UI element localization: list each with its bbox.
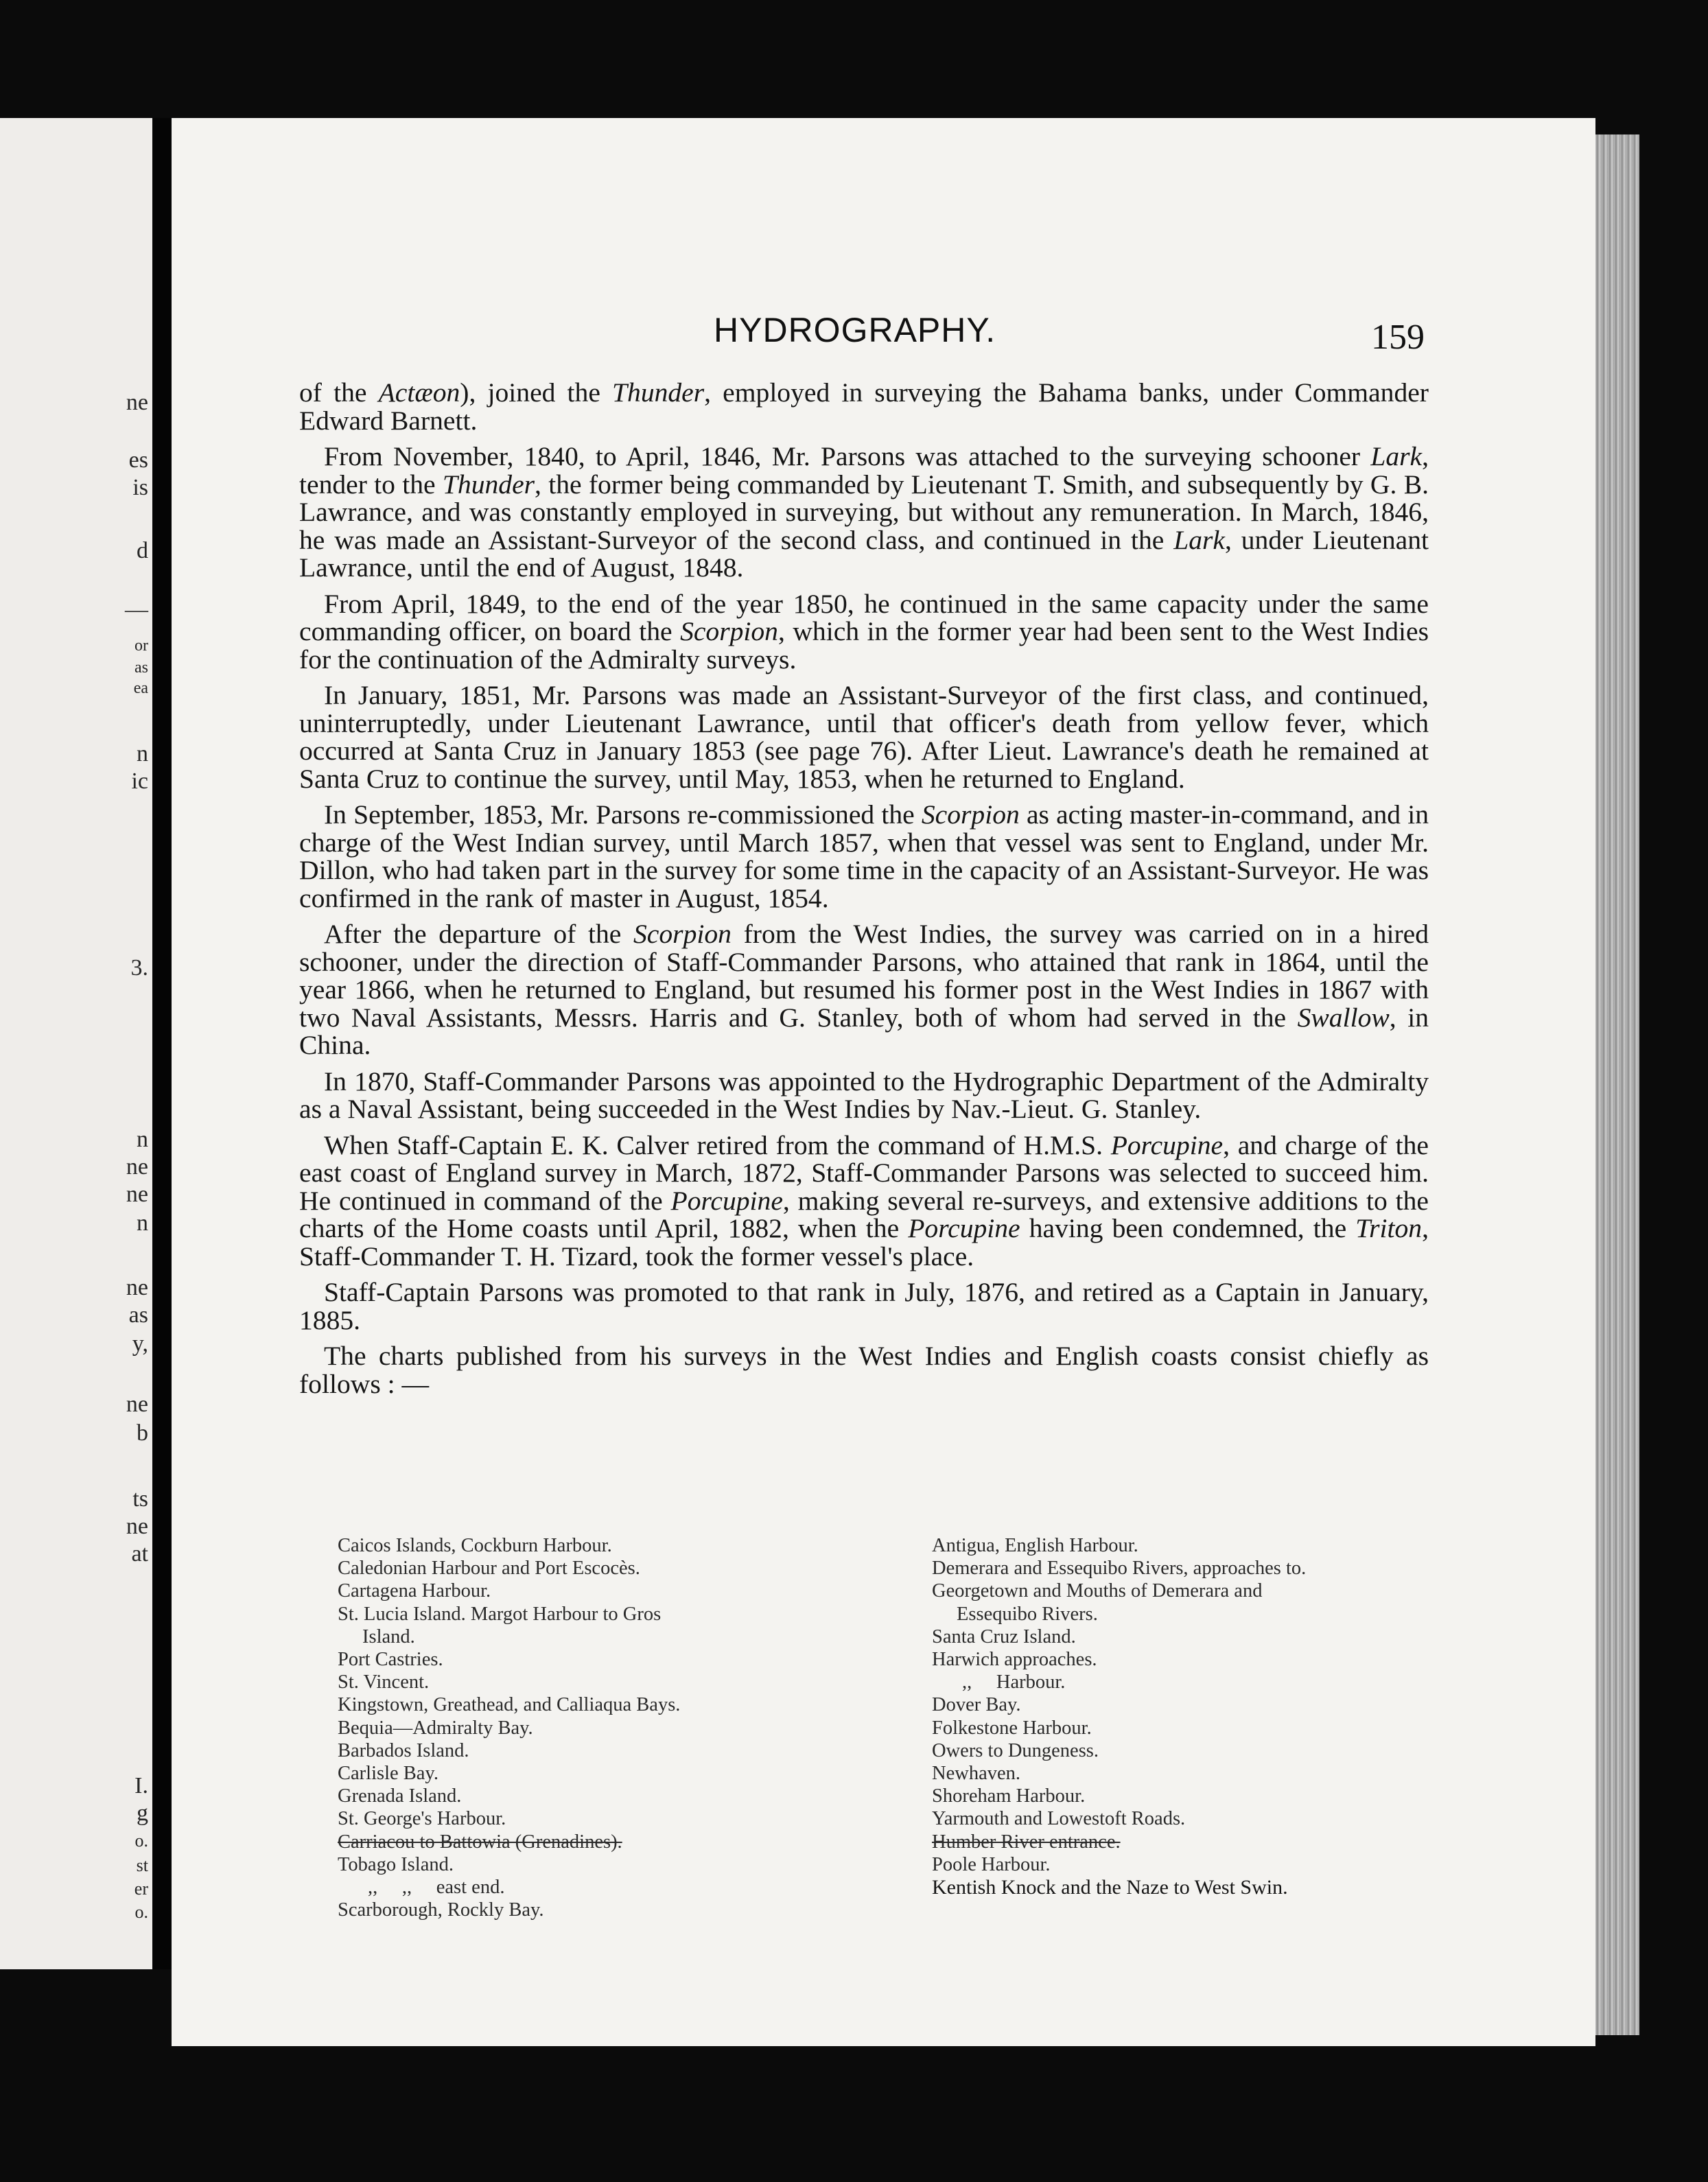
chart-entry: Yarmouth and Lowestoft Roads.	[932, 1808, 1186, 1830]
body-text	[299, 379, 1429, 1406]
chart-entry: Carriacou to Battowia (Grenadines).	[338, 1831, 622, 1853]
running-head: HYDROGRAPHY.	[714, 311, 996, 349]
chart-entry: Demerara and Essequibo Rivers, approaches to.	[932, 1558, 1307, 1580]
paragraph: From November, 1840, to April, 1846, Mr. Parsons was attached to the surveying schooner Lark, tender to the Thunder, the former being commanded by Lieutenant T. Smith, and subsequently by G. B. Lawrance, and was constantly employed in surveying, but without any remuneration. In March, 1846, he was made an Assistant-Surveyor of the second class, and continued in the Lark, under Lieutenant Lawrance, until the end of August, 1848.	[299, 441, 1429, 583]
chart-entry: Essequibo Rivers.	[957, 1603, 1098, 1625]
paragraph: When Staff-Captain E. K. Calver retired from the command of H.M.S. Porcupine, and charge of the east coast of England survey in March, 1872, Staff-Commander Parsons was selected to succeed him. He continued in command of the Porcupine, making several re-surveys, and extensive additions to the charts of the Home coasts until April, 1882, when the Porcupine having been condemned, the Triton, Staff-Commander T. H. Tizard, took the former vessel's place.	[299, 1129, 1429, 1271]
margin-fragment: st	[136, 1855, 148, 1875]
chart-entry: Island.	[362, 1626, 415, 1647]
margin-fragment: as	[134, 659, 148, 677]
chart-entry: Scarborough, Rockly Bay.	[338, 1899, 544, 1921]
chart-entry: Dover Bay.	[932, 1694, 1021, 1716]
chart-entry: ,, Harbour.	[962, 1671, 1066, 1693]
paragraph: The charts published from his surveys in the West Indies and English coasts consist chiefly as follows : —	[299, 1341, 1429, 1399]
chart-entry: Tobago Island.	[338, 1853, 454, 1875]
margin-fragment: ea	[133, 679, 148, 697]
margin-fragment: er	[134, 1879, 148, 1899]
margin-fragment: es	[128, 447, 148, 473]
margin-fragment: ne	[126, 1182, 148, 1207]
paragraph: In September, 1853, Mr. Parsons re-commissioned the Scorpion as acting master-in-command, and in charge of the West Indian survey, until March 1857, when that vessel was sent to England, under Mr. Dillon, who had taken part in the survey for some time in the capacity of an Assistant-Surveyor. He was confirmed in the rank of master in August, 1854.	[299, 799, 1429, 913]
margin-fragment: y,	[132, 1331, 148, 1357]
margin-fragment: ne	[126, 1514, 148, 1539]
margin-fragment: ne	[126, 1154, 148, 1180]
book-gutter	[152, 118, 172, 1969]
chart-list-right-column	[932, 1534, 1433, 1899]
margin-fragment: n	[137, 741, 148, 766]
margin-fragment: 3.	[130, 955, 148, 981]
paragraph: From April, 1849, to the end of the year 1850, he continued in the same capacity under the same commanding officer, on board the Scorpion, which in the former year had been sent to the West Indies for the continuation of the Admiralty surveys.	[299, 588, 1429, 674]
chart-entry: Caicos Islands, Cockburn Harbour.	[338, 1535, 612, 1556]
chart-entry: Bequia—Admiralty Bay.	[338, 1717, 533, 1739]
chart-entry: Barbados Island.	[338, 1739, 469, 1761]
chart-entry: Poole Harbour.	[932, 1853, 1051, 1875]
margin-fragment: I.	[134, 1773, 148, 1798]
chart-entry: St. Vincent.	[338, 1671, 430, 1693]
margin-fragment: g	[137, 1800, 148, 1826]
chart-entry: Shoreham Harbour.	[932, 1785, 1086, 1807]
margin-fragment: o.	[134, 1902, 148, 1922]
chart-entry: Humber River entrance.	[932, 1831, 1121, 1853]
chart-entry: Antigua, English Harbour.	[932, 1535, 1138, 1556]
margin-fragment: ne	[126, 1392, 148, 1417]
chart-entry: Kentish Knock and the Naze to West Swin.	[932, 1876, 1288, 1899]
margin-fragment: ts	[132, 1486, 148, 1512]
margin-fragment: at	[131, 1541, 148, 1567]
chart-entry: Newhaven.	[932, 1763, 1020, 1785]
margin-fragment: b	[137, 1420, 148, 1446]
margin-fragment: ic	[131, 769, 148, 794]
left-page-edge	[0, 118, 152, 1969]
margin-fragment: —	[125, 597, 148, 622]
margin-fragment: ne	[126, 390, 148, 415]
chart-entry: Carlisle Bay.	[338, 1763, 438, 1785]
chart-entry: Caledonian Harbour and Port Escocès.	[338, 1558, 640, 1580]
chart-entry: Port Castries.	[338, 1649, 443, 1671]
margin-fragment: as	[128, 1302, 148, 1328]
paragraph: Staff-Captain Parsons was promoted to that rank in July, 1876, and retired as a Captain in January, 1885.	[299, 1277, 1429, 1335]
chart-entry: St. George's Harbour.	[338, 1808, 506, 1830]
paragraph: In January, 1851, Mr. Parsons was made an Assistant-Surveyor of the first class, and continued, uninterruptedly, under Lieutenant Lawrance, until that officer's death from yellow fever, which occurred at Santa Cruz in January 1853 (see page 76). After Lieut. Lawrance's death he remained at Santa Cruz to continue the survey, until May, 1853, when he returned to England.	[299, 680, 1429, 794]
margin-fragment: is	[132, 475, 148, 500]
chart-entry: St. Lucia Island. Margot Harbour to Gros	[338, 1603, 662, 1625]
chart-list-left-column	[338, 1534, 866, 1921]
paragraph: After the departure of the Scorpion from the West Indies, the survey was carried on in a hired schooner, under the direction of Staff-Commander Parsons, who attained that rank in 1864, until the year 1866, when he returned to England, but resumed his former post in the West Indies in 1867 with two Naval Assistants, Messrs. Harris and G. Stanley, both of whom had served in the Swallow, in China.	[299, 919, 1429, 1060]
chart-entry: Santa Cruz Island.	[932, 1626, 1076, 1647]
page-number: 159	[1371, 318, 1425, 357]
margin-fragment: or	[134, 637, 148, 655]
margin-fragment: n	[137, 1210, 148, 1236]
chart-entry: Owers to Dungeness.	[932, 1739, 1099, 1761]
margin-fragment: n	[137, 1127, 148, 1152]
paragraph: of the Actæon), joined the Thunder, employed in surveying the Bahama banks, under Commander Edward Barnett.	[299, 377, 1429, 436]
paragraph: In 1870, Staff-Commander Parsons was appointed to the Hydrographic Department of the Admiralty as a Naval Assistant, being succeeded in the West Indies by Nav.-Lieut. G. Stanley.	[299, 1066, 1429, 1124]
margin-fragment: d	[137, 538, 148, 563]
margin-fragment: o.	[134, 1831, 148, 1851]
chart-entry: Folkestone Harbour.	[932, 1717, 1092, 1739]
chart-entry: Harwich approaches.	[932, 1649, 1097, 1671]
page-edges	[1595, 134, 1639, 2035]
chart-entry: Georgetown and Mouths of Demerara and	[932, 1580, 1263, 1602]
chart-entry: Kingstown, Greathead, and Calliaqua Bays.	[338, 1694, 681, 1716]
chart-entry: ,, ,, east end.	[368, 1877, 505, 1899]
chart-entry: Cartagena Harbour.	[338, 1580, 491, 1602]
chart-entry: Grenada Island.	[338, 1785, 462, 1807]
margin-fragment: ne	[126, 1275, 148, 1300]
